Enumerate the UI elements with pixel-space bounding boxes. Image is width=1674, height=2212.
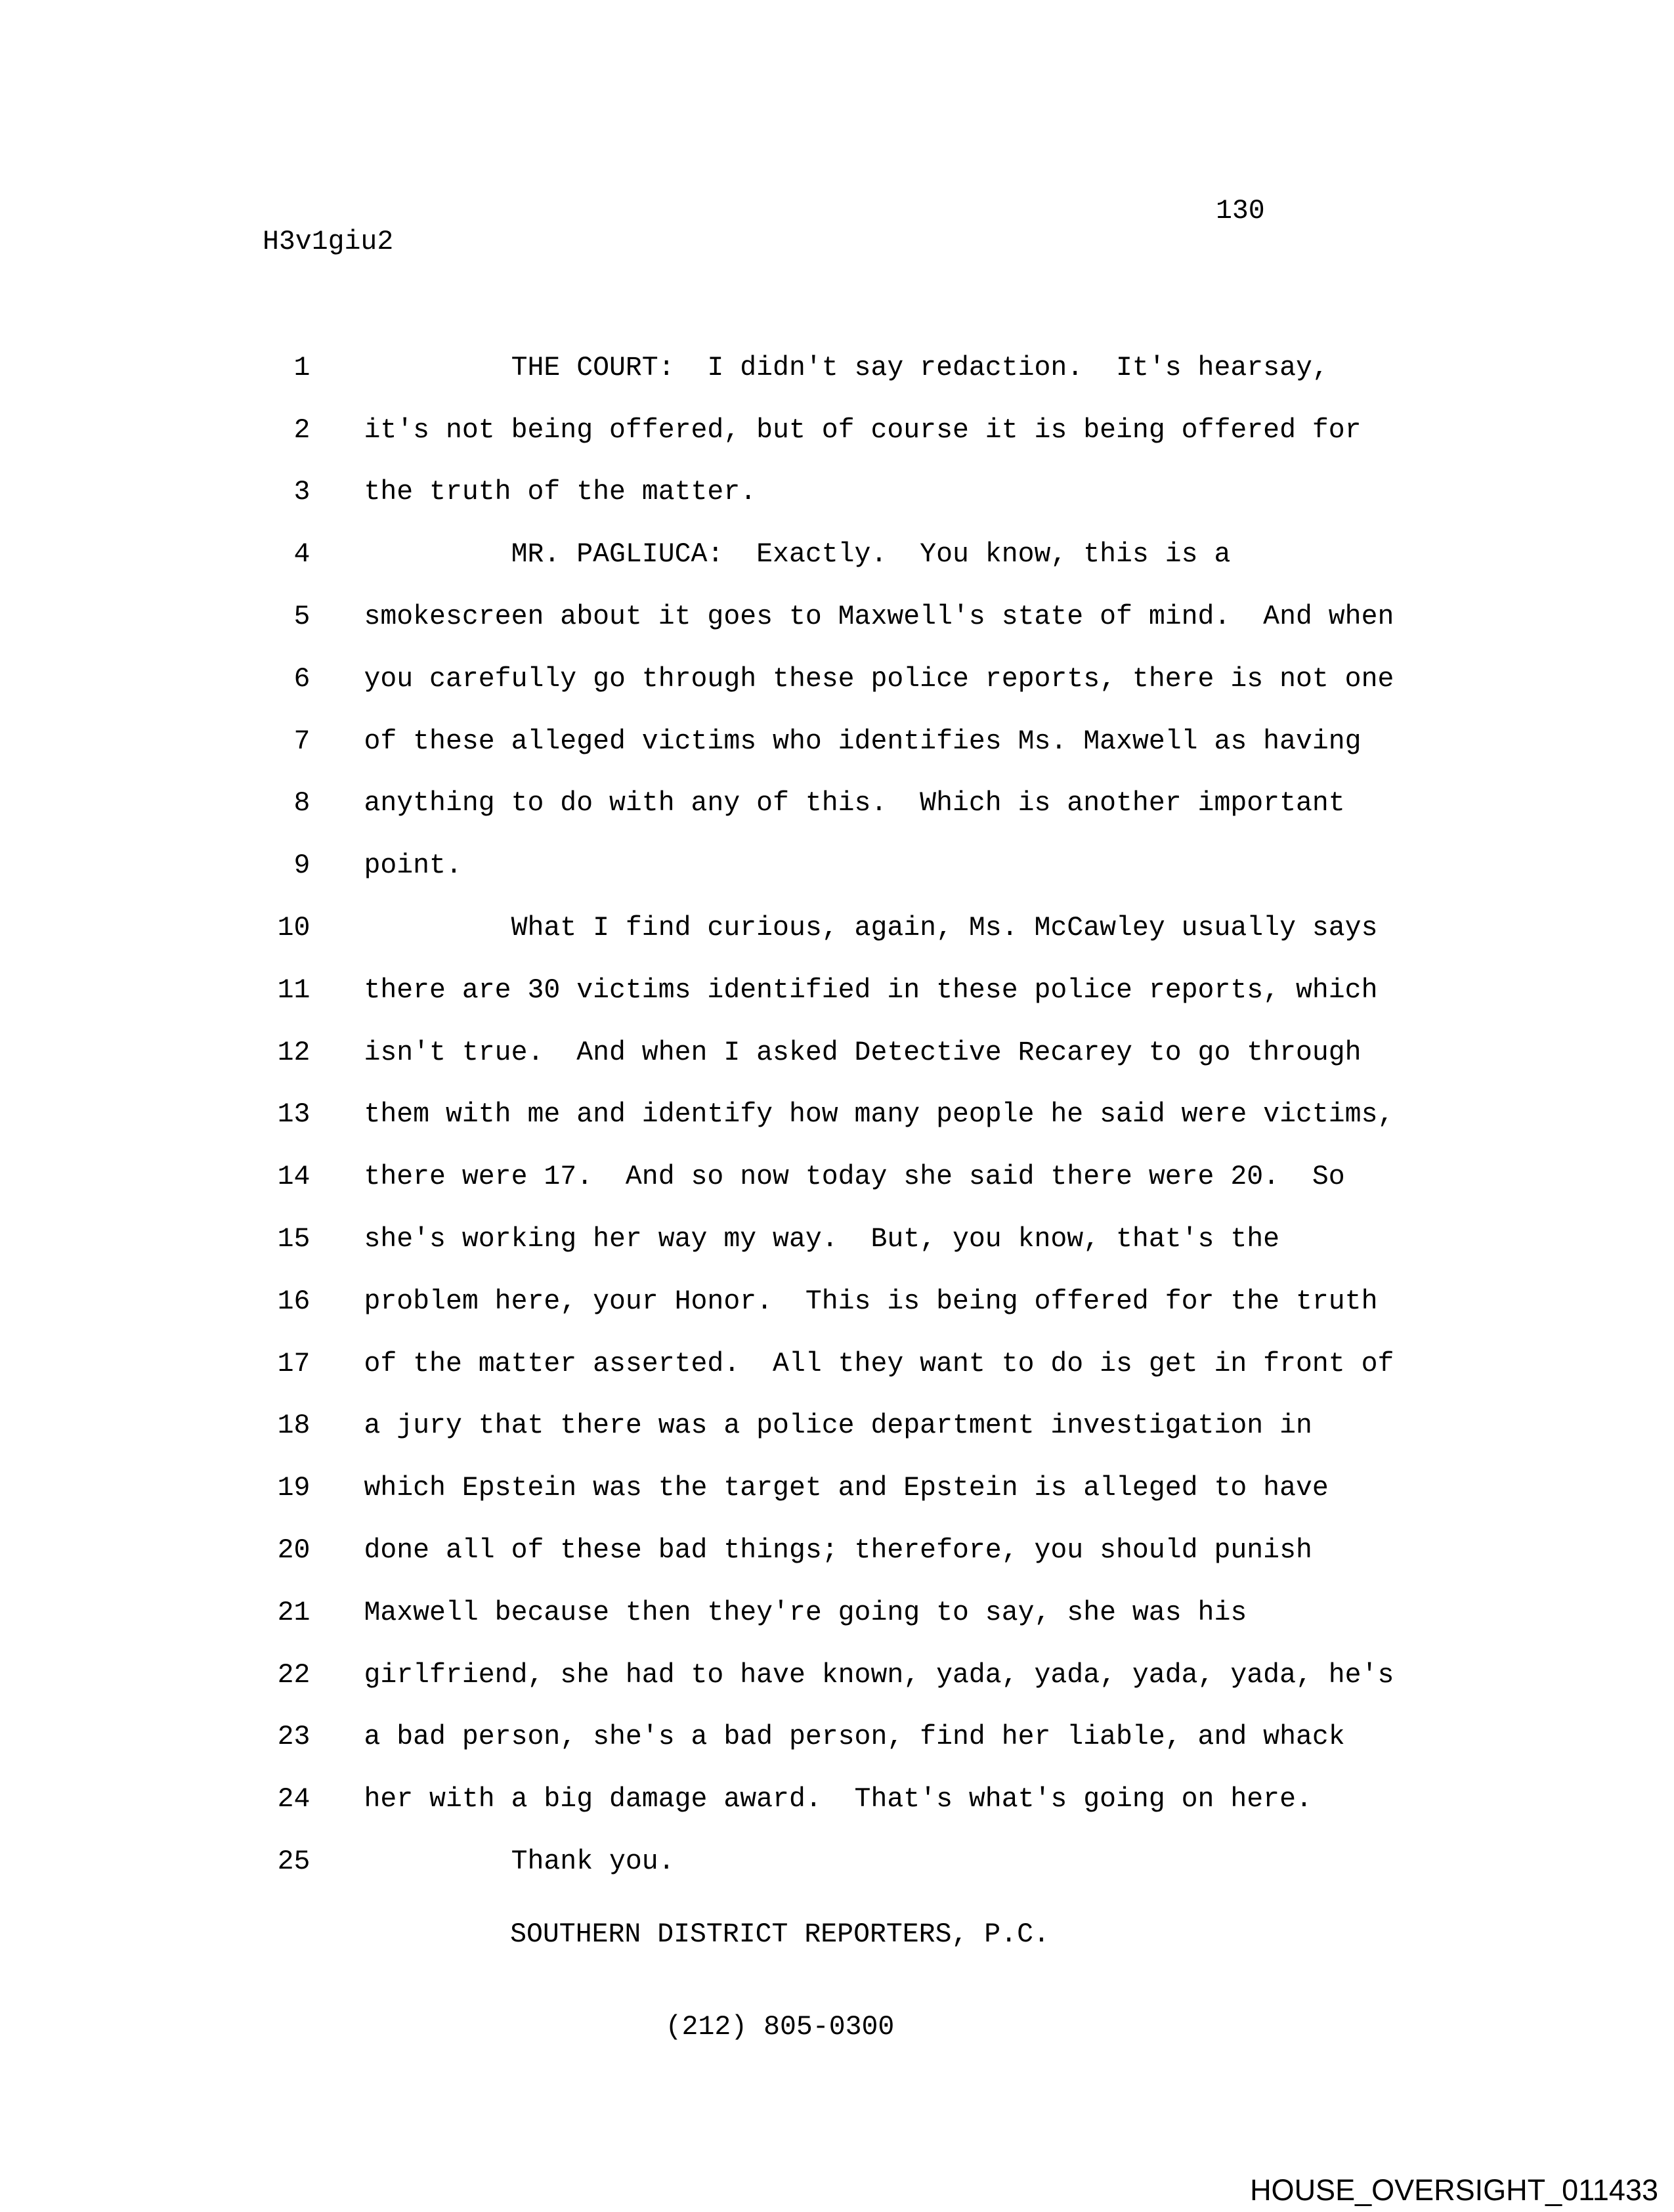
reporter-phone: (212) 805-0300 [665, 2012, 895, 2043]
line-number: 17 [277, 1348, 311, 1379]
line-number: 9 [293, 850, 311, 882]
line-number: 19 [277, 1473, 311, 1504]
bates-stamp: HOUSE_OVERSIGHT_011433 [1250, 2173, 1658, 2207]
line-text: which Epstein was the target and Epstein is alleged to have [364, 1473, 1329, 1504]
line-number: 14 [277, 1161, 311, 1193]
line-number: 7 [293, 726, 311, 757]
line-number: 3 [293, 477, 311, 508]
line-text: there were 17. And so now today she said there were 20. So [364, 1161, 1345, 1193]
line-number: 16 [277, 1286, 311, 1317]
line-number: 2 [293, 414, 311, 446]
line-text: it's not being offered, but of course it is being offered for [364, 414, 1362, 446]
reporter-footer [266, 1857, 1294, 2104]
page-number: 130 [1216, 196, 1265, 227]
line-number: 6 [293, 663, 311, 695]
line-text: MR. PAGLIUCA: Exactly. You know, this is a [364, 539, 1231, 571]
line-number: 4 [293, 539, 311, 571]
line-number: 23 [277, 1722, 311, 1753]
line-text: THE COURT: I didn't say redaction. It's hearsay, [364, 352, 1329, 383]
line-number: 8 [293, 788, 311, 819]
line-number: 13 [277, 1099, 311, 1131]
transcript-id: H3v1giu2 [263, 227, 394, 257]
line-text: of the matter asserted. All they want to do is get in front of [364, 1348, 1394, 1379]
line-number: 24 [277, 1784, 311, 1815]
line-text: smokescreen about it goes to Maxwell's state of mind. And when [364, 601, 1394, 632]
line-text: of these alleged victims who identifies Ms. Maxwell as having [364, 726, 1362, 757]
line-text: anything to do with any of this. Which is another important [364, 788, 1345, 819]
line-number: 20 [277, 1534, 311, 1566]
transcript-body [0, 275, 1674, 1877]
line-number: 5 [293, 601, 311, 632]
line-text: isn't true. And when I asked Detective Recarey to go through [364, 1037, 1362, 1068]
line-text: them with me and identify how many people he said were victims, [364, 1099, 1394, 1131]
line-number: 21 [277, 1597, 311, 1628]
line-text: she's working her way my way. But, you know, that's the [364, 1223, 1280, 1255]
line-text: girlfriend, she had to have known, yada, yada, yada, yada, he's [364, 1659, 1394, 1691]
line-text: a jury that there was a police department investigation in [364, 1410, 1312, 1442]
line-number: 11 [277, 974, 311, 1006]
line-text: her with a big damage award. That's what's going on here. [364, 1784, 1312, 1815]
line-number: 1 [293, 352, 311, 383]
line-number: 25 [277, 1846, 311, 1877]
line-text: Thank you. [364, 1846, 675, 1877]
line-text: problem here, your Honor. This is being offered for the truth [364, 1286, 1378, 1317]
line-number: 15 [277, 1223, 311, 1255]
line-number: 10 [277, 912, 311, 943]
line-text: Maxwell because then they're going to say, she was his [364, 1597, 1247, 1628]
reporter-name: SOUTHERN DISTRICT REPORTERS, P.C. [510, 1919, 1050, 1950]
line-text: there are 30 victims identified in these police reports, which [364, 974, 1378, 1006]
line-number: 18 [277, 1410, 311, 1442]
line-text: What I find curious, again, Ms. McCawley usually says [364, 912, 1378, 943]
line-text: a bad person, she's a bad person, find her liable, and whack [364, 1722, 1345, 1753]
line-number: 22 [277, 1659, 311, 1691]
transcript-line [0, 275, 1674, 383]
line-text: point. [364, 850, 462, 882]
line-text: you carefully go through these police reports, there is not one [364, 663, 1394, 695]
line-text: the truth of the matter. [364, 477, 757, 508]
line-number: 12 [277, 1037, 311, 1068]
line-text: done all of these bad things; therefore, you should punish [364, 1534, 1312, 1566]
